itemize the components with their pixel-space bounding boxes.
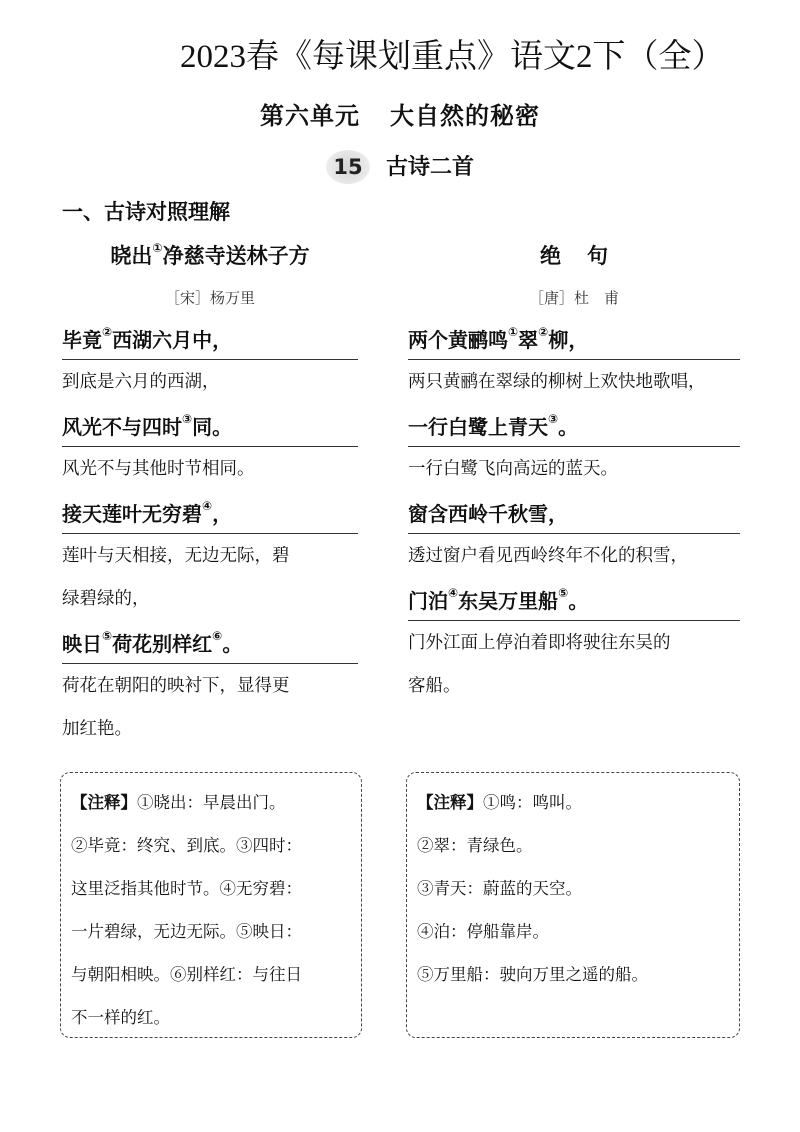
notes-label: 【注释】 [71,793,137,812]
poem-left-column [62,236,358,750]
poem-line [408,490,740,534]
note-line: ②翠：青绿色。 [417,836,533,855]
document-title: 2023春《每课划重点》语文2下（全） [180,39,725,75]
poem-left-author: ［宋］杨万里 [164,289,255,307]
lesson-title: 古诗二首 [385,155,474,180]
poem-text: 。 [558,415,579,439]
note-line: 一片碧绿，无边无际。⑤映日： [71,922,302,941]
poem-line [62,620,358,664]
translation-line: 莲叶与天相接，无边无际，碧 [62,546,290,566]
poem-text: 毕竟 [62,328,102,352]
translation-line: 加红艳。 [62,719,132,739]
poem-left-title [62,236,358,276]
footnote-marker: ③ [548,412,559,427]
notes-label: 【注释】 [417,793,483,812]
lesson-heading [0,150,800,184]
translation-line: 风光不与其他时节相同。 [62,459,255,479]
note-line: 与朝阳相映。⑥别样红：与往日 [71,965,302,984]
poem-text: 。 [222,632,243,656]
poem-text: 映日 [62,632,102,656]
footnote-marker: ① [152,241,163,255]
translation-line: 荷花在朝阳的映衬下，显得更 [62,676,290,696]
translation-line: 一行白鹭飞向高远的蓝天。 [408,459,618,479]
poem-line [62,490,358,534]
footnote-marker: ④ [202,499,213,514]
poem-text: 同。 [192,415,233,439]
notes-box-right [406,772,740,1038]
section-title: 一、古诗对照理解 [62,200,230,224]
note-line [417,781,729,824]
poem-line [408,316,740,360]
translation-line: 两只黄鹂在翠绿的柳树上欢快地歌唱， [408,372,706,392]
note-line: 这里泛指其他时节。④无穷碧： [71,879,302,898]
translation-line: 到底是六月的西湖， [62,372,220,392]
poem-text: 东吴万里船 [458,589,559,613]
poem-right-column [408,236,740,707]
lesson-number-badge: 15 [326,150,370,184]
note-line: ②毕竟：终究、到底。③四时： [71,836,302,855]
poem-line [408,403,740,447]
footnote-marker: ③ [182,412,193,427]
footnote-marker: ② [102,325,113,340]
footnote-marker: ② [538,325,549,340]
note-text: ①晓出：早晨出门。 [137,793,286,812]
poem-text: ， [212,502,233,526]
poem-line [408,577,740,621]
footnote-marker: ⑤ [102,629,113,644]
poem-text: 荷花别样红 [112,632,213,656]
poem-text: 门泊 [408,589,448,613]
poem-text: 窗含西岭千秋雪， [408,502,568,526]
footnote-marker: ④ [448,586,459,601]
poem-text: 西湖六月中， [112,328,233,352]
poem-left-title-part: 净慈寺送林子方 [162,244,310,268]
footnote-marker: ① [508,325,519,340]
poem-line [62,316,358,360]
notes-box-left [60,772,362,1038]
translation-line: 客船。 [408,676,461,696]
note-line: ⑤万里船：驶向万里之遥的船。 [417,965,648,984]
unit-heading [0,96,800,131]
footnote-marker: ⑤ [558,586,569,601]
poem-text: 接天莲叶无穷碧 [62,502,202,526]
poem-right-author: ［唐］杜 甫 [528,289,619,307]
poem-text: 一行白鹭上青天 [408,415,548,439]
note-line [71,781,351,824]
poem-line [62,403,358,447]
translation-line: 门外江面上停泊着即将驶往东吴的 [408,633,671,653]
note-line: ④泊：停船靠岸。 [417,922,549,941]
poem-right-title: 绝句 [540,244,634,268]
poem-text: 两个黄鹂鸣 [408,328,508,352]
translation-line: 透过窗户看见西岭终年不化的积雪， [408,546,688,566]
note-line: ③青天：蔚蓝的天空。 [417,879,582,898]
poem-text: 柳， [548,328,589,352]
unit-label: 第六单元 [260,102,360,130]
note-line: 不一样的红。 [71,1008,170,1027]
note-text: ①鸣：鸣叫。 [483,793,582,812]
footnote-marker: ⑥ [212,629,223,644]
poem-text: 。 [568,589,589,613]
unit-name: 大自然的秘密 [390,102,540,130]
poem-text: 风光不与四时 [62,415,182,439]
poem-text: 翠 [518,328,539,352]
translation-line: 绿碧绿的， [62,589,150,609]
poem-left-title-part: 晓出 [110,244,153,268]
